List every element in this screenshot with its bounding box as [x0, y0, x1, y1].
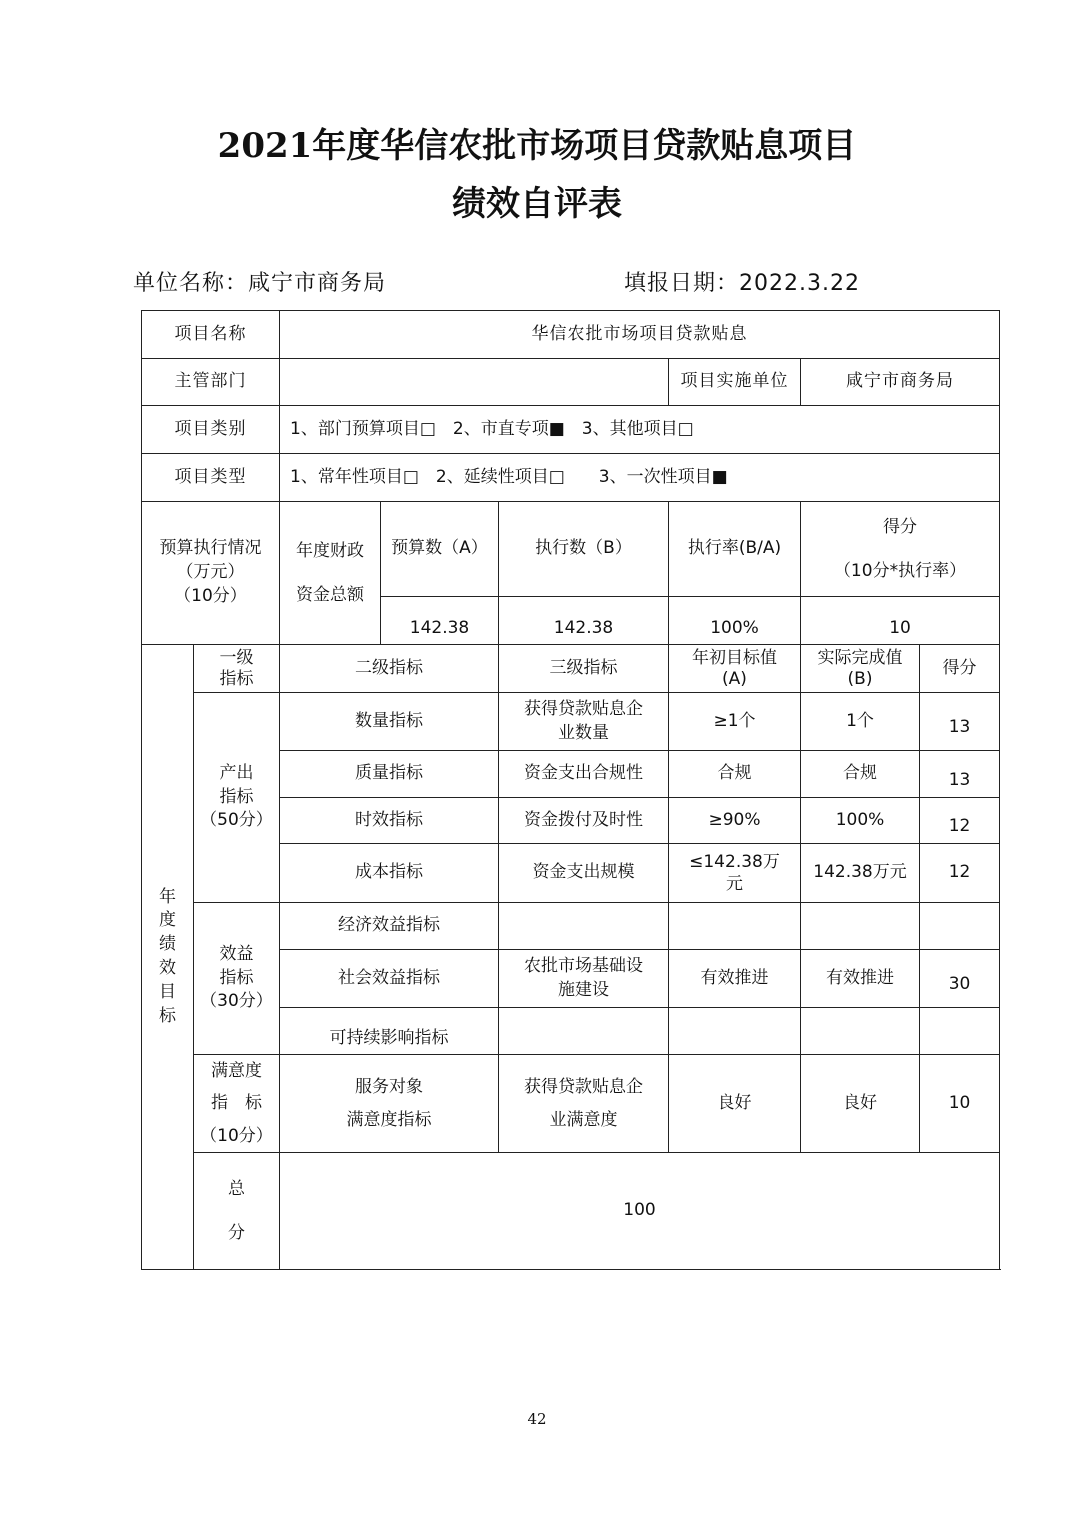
document-subtitle: 绩效自评表	[452, 184, 622, 224]
category-label: 项目类别	[142, 406, 280, 454]
budget-col-a: 预算数（A）	[381, 502, 499, 597]
benefit-label-line2: 指标	[219, 967, 254, 988]
project-name-label: 项目名称	[142, 311, 280, 359]
cell-actual: 1个	[801, 693, 920, 751]
cell-level3: 获得贷款贴息企 业满意度	[499, 1055, 669, 1153]
header-actual: 实际完成值 (B)	[801, 645, 920, 693]
output-label-line2: 指标	[219, 786, 254, 807]
total-char: 总	[228, 1178, 245, 1199]
dept-label: 主管部门	[142, 359, 280, 406]
table-row	[142, 903, 1000, 950]
category-options: 1、部门预算项目□ 2、市直专项■ 3、其他项目□	[280, 406, 1000, 454]
cell-score: 10	[920, 1055, 1000, 1153]
budget-col-score	[801, 502, 1000, 597]
row-budget-header	[142, 502, 1000, 597]
satisfaction-label-line1: 满意度	[211, 1061, 262, 1082]
cell-score	[920, 1008, 1000, 1055]
cell-actual: 有效推进	[801, 950, 920, 1008]
table-row	[142, 1055, 1000, 1153]
cell-actual: 良好	[801, 1055, 920, 1153]
budget-value-score: 10	[801, 597, 1000, 645]
report-date: 填报日期：2022.3.22	[624, 271, 860, 296]
output-indicator-label	[194, 693, 280, 903]
page-number: 42	[527, 1410, 547, 1428]
perf-side-label	[142, 645, 194, 1270]
cell-level3: 资金拨付及时性	[499, 798, 669, 844]
budget-label	[142, 502, 280, 645]
cell-target: 合规	[669, 751, 801, 798]
budget-label-line2: （万元）	[176, 562, 245, 583]
cell-level2: 可持续影响指标	[280, 1008, 499, 1055]
dept-value	[280, 359, 669, 406]
cell-score: 13	[920, 751, 1000, 798]
cell-target: 有效推进	[669, 950, 801, 1008]
cell-actual	[801, 903, 920, 950]
satisfaction-label-line3: （10分）	[200, 1125, 273, 1146]
cell-level3: 资金支出规模	[499, 844, 669, 903]
benefit-indicator-label	[194, 903, 280, 1055]
cell-level2: 服务对象 满意度指标	[280, 1055, 499, 1153]
table-row	[142, 693, 1000, 751]
cell-level3: 资金支出合规性	[499, 751, 669, 798]
cell-actual	[801, 1008, 920, 1055]
output-label-line3: （50分）	[200, 810, 273, 831]
cell-score: 13	[920, 693, 1000, 751]
satisfaction-label-line2: 指 标	[211, 1093, 262, 1114]
header-target: 年初目标值 (A)	[669, 645, 801, 693]
cell-target: ≥90%	[669, 798, 801, 844]
cell-level3	[499, 1008, 669, 1055]
impl-unit-value: 咸宁市商务局	[801, 359, 1000, 406]
header-level3: 三级指标	[499, 645, 669, 693]
document-title: 2021年度华信农批市场项目贷款贴息项目	[217, 126, 857, 166]
cell-score: 30	[920, 950, 1000, 1008]
annual-fund-line1: 年度财政	[296, 540, 364, 561]
cell-target: ≥1个	[669, 693, 801, 751]
header-level2: 二级指标	[280, 645, 499, 693]
project-name-value: 华信农批市场项目贷款贴息	[280, 311, 1000, 359]
budget-value-rate: 100%	[669, 597, 801, 645]
budget-value-a: 142.38	[381, 597, 499, 645]
budget-label-line1: 预算执行情况	[159, 538, 262, 559]
annual-fund-line2: 资金总额	[296, 585, 364, 605]
output-label-line1: 产出	[219, 762, 254, 783]
row-department	[142, 359, 1000, 406]
row-type	[142, 454, 1000, 502]
row-perf-header	[142, 645, 1000, 693]
cell-level2: 成本指标	[280, 844, 499, 903]
total-label	[194, 1153, 280, 1270]
side-char: 标	[159, 1005, 176, 1026]
budget-value-b: 142.38	[499, 597, 669, 645]
row-total	[142, 1153, 1000, 1270]
cell-level2: 经济效益指标	[280, 903, 499, 950]
cell-actual: 100%	[801, 798, 920, 844]
cell-level3	[499, 903, 669, 950]
cell-level3: 农批市场基础设 施建设	[499, 950, 669, 1008]
total-char: 分	[228, 1223, 245, 1243]
header-score: 得分	[920, 645, 1000, 693]
benefit-label-line1: 效益	[219, 943, 254, 964]
cell-score	[920, 903, 1000, 950]
row-category	[142, 406, 1000, 454]
cell-level2: 数量指标	[280, 693, 499, 751]
cell-score: 12	[920, 844, 1000, 903]
cell-target: 良好	[669, 1055, 801, 1153]
cell-level3: 获得贷款贴息企 业数量	[499, 693, 669, 751]
evaluation-table	[141, 310, 1000, 1270]
benefit-label-line3: （30分）	[200, 991, 273, 1012]
annual-fund-total-label	[280, 502, 381, 645]
cell-target	[669, 903, 801, 950]
cell-target: ≤142.38万 元	[669, 844, 801, 903]
side-char: 度	[159, 910, 176, 931]
cell-actual: 142.38万元	[801, 844, 920, 903]
side-char: 目	[159, 981, 176, 1002]
impl-unit-label: 项目实施单位	[669, 359, 801, 406]
type-options: 1、常年性项目□ 2、延续性项目□ 3、一次性项目■	[280, 454, 1000, 502]
row-project-name	[142, 311, 1000, 359]
unit-name: 单位名称：咸宁市商务局	[133, 271, 387, 296]
cell-level2: 时效指标	[280, 798, 499, 844]
cell-score: 12	[920, 798, 1000, 844]
side-char: 效	[159, 958, 176, 978]
cell-target	[669, 1008, 801, 1055]
cell-actual: 合规	[801, 751, 920, 798]
side-char: 绩	[159, 934, 176, 955]
side-char: 年	[159, 886, 176, 907]
budget-col-rate: 执行率(B/A)	[669, 502, 801, 597]
budget-col-b: 执行数（B）	[499, 502, 669, 597]
type-label: 项目类型	[142, 454, 280, 502]
cell-level2: 社会效益指标	[280, 950, 499, 1008]
total-value: 100	[280, 1153, 1000, 1270]
cell-level2: 质量指标	[280, 751, 499, 798]
budget-score-formula: （10分*执行率）	[833, 561, 967, 581]
satisfaction-indicator-label	[194, 1055, 280, 1153]
header-level1: 一级 指标	[194, 645, 280, 693]
budget-score-label: 得分	[883, 516, 917, 537]
budget-label-line3: （10分）	[174, 585, 247, 606]
